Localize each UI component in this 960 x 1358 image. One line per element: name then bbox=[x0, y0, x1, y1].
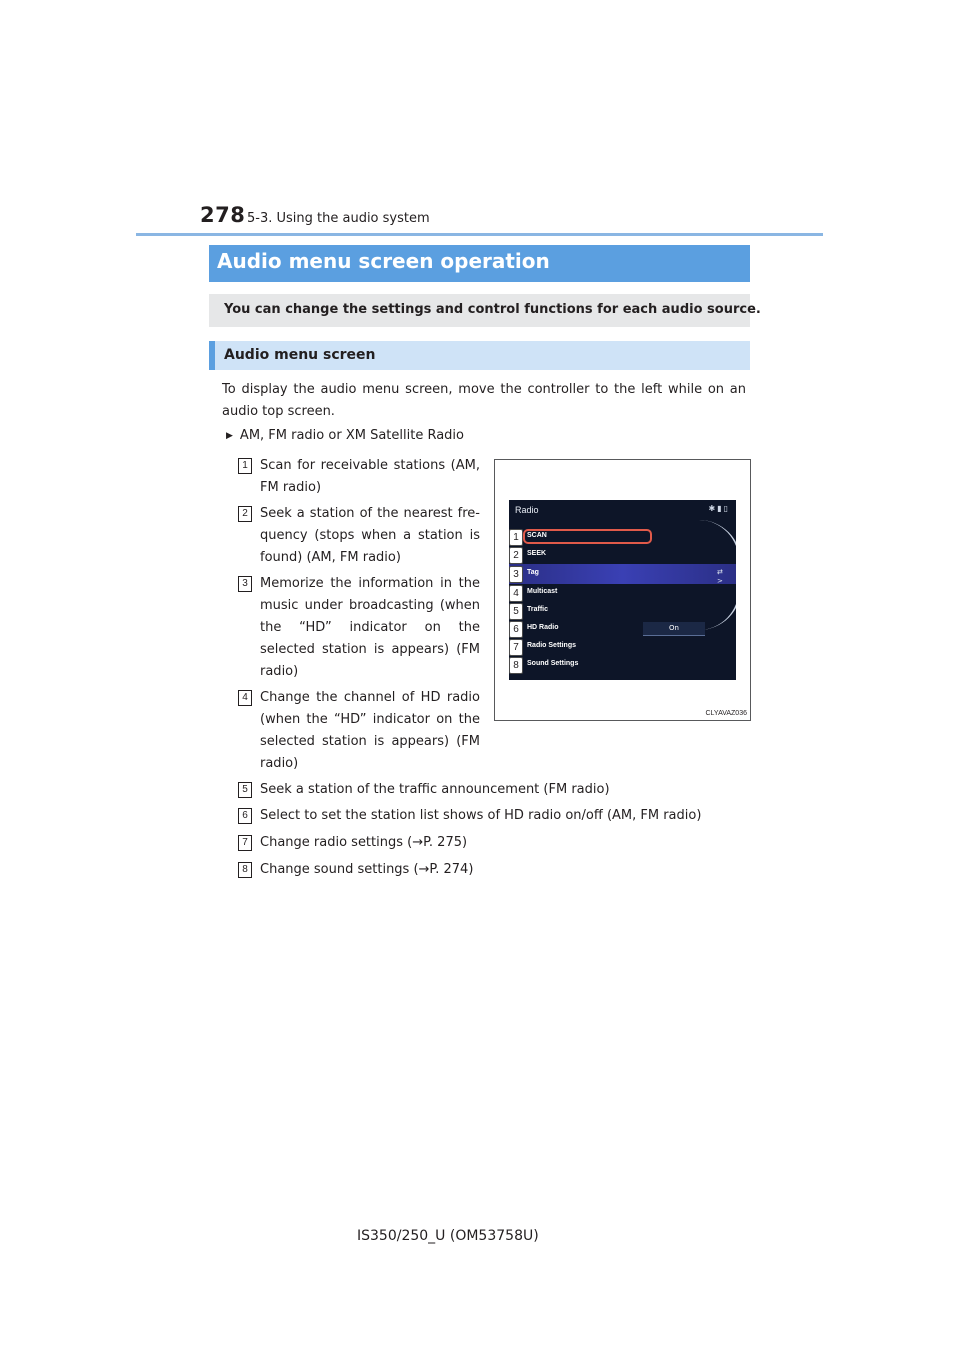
menu-item-multicast[interactable] bbox=[509, 584, 736, 602]
callout-5: 5 bbox=[509, 603, 523, 620]
radio-screen bbox=[509, 500, 736, 680]
item-number-badge: 1 bbox=[238, 458, 252, 474]
menu-item-traffic[interactable] bbox=[509, 602, 736, 620]
menu-item-label: Sound Settings bbox=[527, 660, 579, 667]
subheading-accent bbox=[209, 341, 215, 370]
item-number-badge: 4 bbox=[238, 690, 252, 706]
callout-7: 7 bbox=[509, 639, 523, 656]
item-number-badge: 2 bbox=[238, 506, 252, 522]
menu-item-tag[interactable] bbox=[509, 565, 736, 583]
status-icons bbox=[708, 504, 730, 513]
item-text: Memorize the information in the music under broadcasting (when the “HD” indicator on the selected station is appears) (FM radio) bbox=[260, 576, 480, 679]
signal-icon: ▮ bbox=[717, 504, 724, 513]
section-reference: 5-3. Using the audio system bbox=[247, 211, 430, 226]
bullet-item bbox=[226, 428, 464, 443]
menu-item-label: SEEK bbox=[527, 550, 547, 557]
menu-item-label: HD Radio bbox=[527, 624, 559, 631]
item-text: Seek a station of the traffic announcement (FM radio) bbox=[260, 782, 610, 797]
menu-item-label: Traffic bbox=[527, 606, 549, 613]
callout-2: 2 bbox=[509, 547, 523, 564]
item-text: Change radio settings (→P. 275) bbox=[260, 835, 468, 850]
screen-title: Radio bbox=[515, 505, 539, 515]
item-number-badge: 6 bbox=[238, 808, 252, 824]
body-paragraph: To display the audio menu screen, move the controller to the left while on an audio top screen. bbox=[222, 382, 746, 419]
item-text: Scan for receivable stations (AM, FM radio) bbox=[260, 458, 480, 495]
bullet-text: AM, FM radio or XM Satellite Radio bbox=[239, 428, 464, 443]
menu-item-label: SCAN bbox=[527, 532, 547, 539]
menu-item-label: Radio Settings bbox=[527, 642, 577, 649]
intro-text: You can change the settings and control functions for each audio source. bbox=[224, 302, 761, 317]
chevron-right-icon: > bbox=[717, 577, 723, 585]
intro-bar bbox=[209, 294, 761, 327]
item-text: Change sound settings (→P. 274) bbox=[260, 862, 474, 877]
menu-item-label: Multicast bbox=[527, 588, 558, 595]
item-number-badge: 8 bbox=[238, 862, 252, 878]
callout-1: 1 bbox=[509, 529, 523, 546]
subheading-text: Audio menu screen bbox=[224, 347, 376, 363]
item-text: Select to set the station list shows of HD radio on/off (AM, FM radio) bbox=[260, 808, 702, 823]
callout-3: 3 bbox=[509, 566, 523, 583]
item-number-badge: 3 bbox=[238, 576, 252, 592]
item-text: Seek a station of the nearest fre-quency (stops when a station is found) (AM, FM radio) bbox=[260, 506, 480, 565]
back-icon: ⇄ bbox=[717, 568, 723, 576]
battery-icon: ▯ bbox=[723, 504, 730, 513]
section-title: Audio menu screen operation bbox=[217, 249, 550, 273]
bluetooth-icon: ✱ bbox=[708, 504, 718, 513]
callout-8: 8 bbox=[509, 657, 523, 674]
callout-4: 4 bbox=[509, 585, 523, 602]
header-divider bbox=[136, 233, 823, 236]
footer-model: IS350/250_U (OM53758U) bbox=[357, 1228, 539, 1244]
menu-item-label: Tag bbox=[527, 569, 539, 576]
menu-item-seek[interactable] bbox=[509, 546, 736, 564]
item-text: Change the channel of HD radio (when the “HD” indicator on the selected station is appears) (FM radio) bbox=[260, 690, 480, 771]
triangle-bullet-icon: ▶ bbox=[226, 431, 233, 441]
menu-item-sound-settings[interactable] bbox=[509, 656, 736, 674]
hd-radio-value[interactable]: On bbox=[643, 622, 705, 636]
subheading-bar bbox=[209, 341, 750, 370]
item-number-badge: 5 bbox=[238, 782, 252, 798]
audio-menu-figure bbox=[494, 459, 751, 721]
section-title-bar bbox=[209, 245, 750, 282]
callout-6: 6 bbox=[509, 621, 523, 638]
menu-item-radio-settings[interactable] bbox=[509, 638, 736, 656]
page-number: 278 bbox=[200, 203, 246, 227]
scan-focus-outline bbox=[523, 529, 652, 544]
figure-id: CLYAVAZ036 bbox=[705, 710, 747, 717]
item-number-badge: 7 bbox=[238, 835, 252, 851]
